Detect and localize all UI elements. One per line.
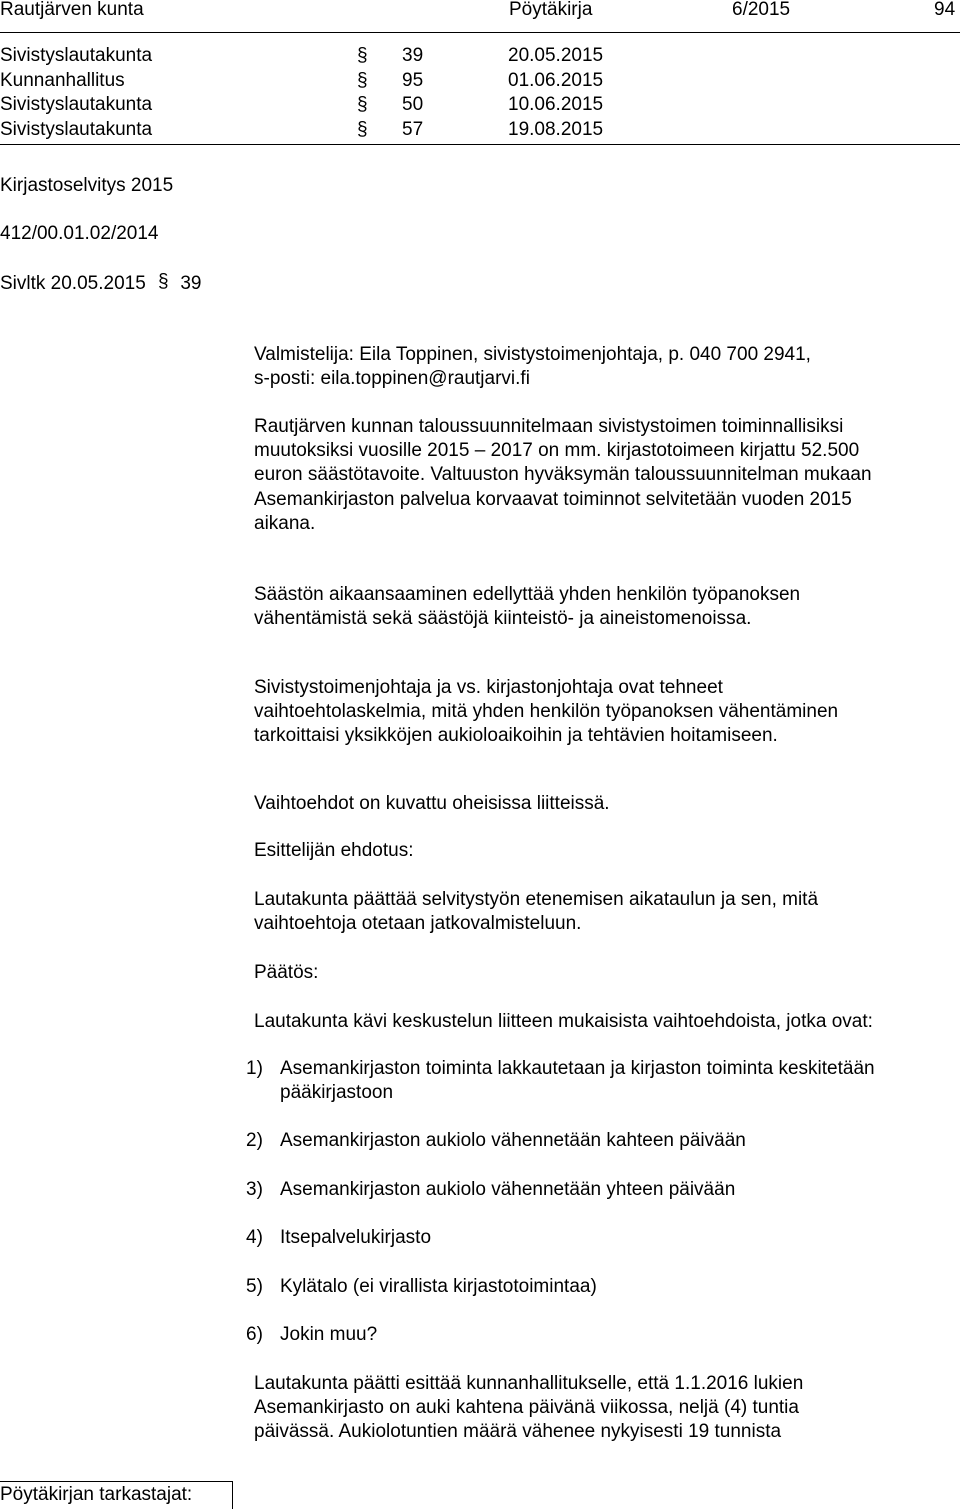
paragraph-line: euron säästötavoite. Valtuuston hyväksymän taloussuunnitelman mukaan [254, 464, 872, 486]
paragraph-line: Sivistystoimenjohtaja ja vs. kirjastonjohtaja ovat tehneet [254, 677, 723, 698]
paragraph-line: muutoksiksi vuosille 2015 – 2017 on mm. kirjastotoimeen kirjattu 52.500 [254, 440, 860, 462]
option-text [280, 1226, 431, 1250]
history-section: 50 [402, 94, 424, 115]
history-row [0, 118, 960, 143]
proposal-label [254, 839, 944, 863]
paragraph-line: päivässä. Aukiolotuntien määrä vähenee nykyisesti 19 tunnista [254, 1421, 782, 1443]
paragraph-line: Lautakunta kävi keskustelun liitteen mukaisista vaihtoehdoista, jotka ovat: [254, 1011, 873, 1032]
svg-text:§: § [357, 118, 368, 140]
option-number: 1) [246, 1058, 263, 1079]
background-paragraph [254, 415, 944, 536]
history-date: 01.06.2015 [508, 69, 604, 91]
svg-text:§: § [357, 45, 368, 66]
option-number: 5) [246, 1276, 263, 1297]
handling-history [0, 44, 960, 142]
decision-label [254, 961, 944, 985]
option-line: Jokin muu? [280, 1324, 378, 1345]
proposal-heading: Esittelijän ehdotus: [254, 840, 414, 861]
paragraph-line: vaihtoehtoja otetaan jatkovalmisteluun. [254, 913, 582, 935]
history-divider [0, 144, 960, 145]
paragraph-line: Asemankirjasto on auki kahtena päivänä viikossa, neljä (4) tuntia [254, 1397, 799, 1419]
document-number: 6/2015 [732, 0, 791, 20]
option-number: 6) [246, 1324, 263, 1345]
option-text [280, 1275, 597, 1299]
paragraph-line: Lautakunta päätti esittää kunnanhallitukselle, että 1.1.2016 lukien [254, 1373, 804, 1394]
paragraph-line: Vaihtoehdot on kuvattu oheisissa liitteissä. [254, 793, 610, 814]
preparer-email-line: s-posti: eila.toppinen@rautjarvi.fi [254, 368, 530, 390]
preparer-info [254, 343, 944, 391]
history-body: Sivistyslautakunta [0, 118, 153, 140]
history-date: 10.06.2015 [508, 94, 604, 115]
history-row [0, 93, 960, 118]
decision-conclusion [254, 1372, 944, 1445]
option-number: 3) [246, 1179, 263, 1200]
meeting-reference [0, 270, 201, 296]
paragraph-line: Lautakunta päättää selvitystyön etenemisen aikataulun ja sen, mitä [254, 889, 819, 910]
proposal-text [254, 888, 944, 936]
paragraph-line: Asemankirjaston palvelua korvaavat toiminnot selvitetään vuoden 2015 [254, 488, 852, 510]
document-type: Pöytäkirja [509, 0, 593, 20]
history-section: 57 [402, 118, 424, 140]
paragraph-line: Rautjärven kunnan taloussuunnitelmaan sivistystoimen toiminnallisiksi [254, 416, 844, 437]
page-header [0, 0, 960, 32]
footer-vertical-divider [232, 1481, 233, 1509]
page-number: 94 [934, 0, 956, 20]
item-title: Kirjastoselvitys 2015 [0, 175, 174, 196]
diary-number: 412/00.01.02/2014 [0, 223, 159, 244]
option-text [280, 1057, 875, 1105]
paragraph-line: Säästön aikaansaaminen edellyttää yhden henkilön työpanoksen [254, 584, 801, 605]
paragraph-line: aikana. [254, 512, 316, 534]
savings-paragraph [254, 583, 944, 631]
municipality-name: Rautjärven kunta [0, 0, 144, 20]
section-sign-icon [356, 69, 370, 95]
preparer-line: Valmistelija: Eila Toppinen, sivistystoimenjohtaja, p. 040 700 2941, [254, 344, 811, 365]
section-sign-icon [356, 118, 370, 144]
meeting-ref-section: 39 [180, 273, 202, 294]
option-number: 4) [246, 1227, 263, 1248]
svg-text:§: § [357, 69, 368, 91]
svg-text:§: § [158, 271, 169, 292]
history-row [0, 69, 960, 94]
footer-divider [0, 1481, 232, 1482]
paragraph-line: tarkoittaisi yksikköjen aukioloaikoihin ja tehtävien hoitamiseen. [254, 725, 778, 747]
svg-text:§: § [357, 94, 368, 115]
option-line: Kylätalo (ei virallista kirjastotoimintaa) [280, 1276, 597, 1297]
option-text [280, 1178, 735, 1202]
option-line: Asemankirjaston aukiolo vähennetään kahteen päivään [280, 1130, 746, 1151]
history-row [0, 44, 960, 69]
option-line: Asemankirjaston toiminta lakkautetaan ja kirjaston toiminta keskitetään [280, 1058, 875, 1079]
history-body: Kunnanhallitus [0, 69, 125, 91]
history-section: 39 [402, 45, 424, 66]
meeting-ref-label: Sivltk 20.05.2015 [0, 273, 146, 294]
option-line: Asemankirjaston aukiolo vähennetään yhteen päivään [280, 1179, 736, 1200]
history-date: 20.05.2015 [508, 45, 604, 66]
minutes-checkers-label: Pöytäkirjan tarkastajat: [0, 1484, 193, 1505]
history-body: Sivistyslautakunta [0, 94, 153, 115]
calculations-paragraph [254, 676, 944, 749]
section-sign-icon [356, 44, 370, 70]
paragraph-line: vaihtoehtolaskelmia, mitä yhden henkilön työpanoksen vähentäminen [254, 701, 839, 723]
option-text [280, 1323, 377, 1347]
history-body: Sivistyslautakunta [0, 45, 153, 66]
decision-intro [254, 1010, 954, 1034]
decision-heading: Päätös: [254, 962, 319, 983]
option-number: 2) [246, 1130, 263, 1151]
option-text [280, 1129, 746, 1153]
history-date: 19.08.2015 [508, 118, 604, 140]
history-section: 95 [402, 69, 424, 91]
option-line: Itsepalvelukirjasto [280, 1227, 432, 1248]
option-line: pääkirjastoon [280, 1082, 394, 1104]
paragraph-line: vähentämistä sekä säästöjä kiinteistö- ja aineistomenoissa. [254, 608, 752, 630]
header-divider [0, 32, 960, 33]
section-sign-icon [356, 93, 370, 119]
section-sign-icon [157, 270, 171, 292]
attachments-paragraph [254, 792, 944, 816]
